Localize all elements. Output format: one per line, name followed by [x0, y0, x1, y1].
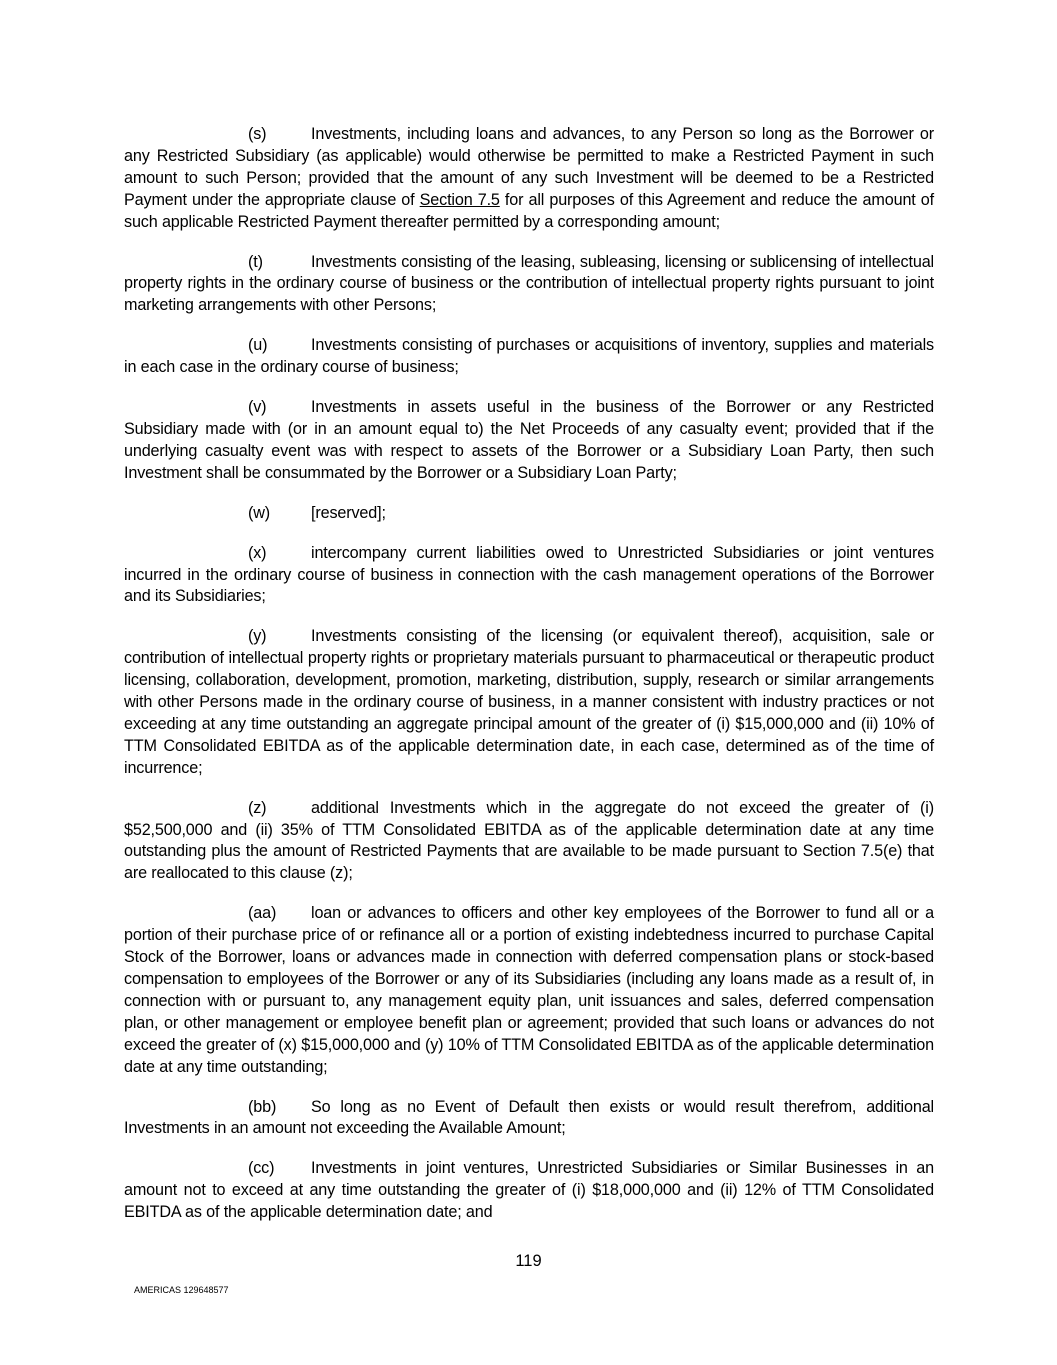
clause-text: Investments consisting of purchases or acquisitions of inventory, supplies and materials in each case in the ordinary course of business; — [124, 336, 934, 377]
clause-label: (t) — [248, 252, 263, 271]
clause-label: (s) — [248, 125, 267, 143]
clause-text: [reserved]; — [311, 503, 386, 522]
clause-text: Investments in assets useful in the business of the Borrower or any Restricted Subsidiary made with (or in an amount equal to) the Net Proceeds of any casualty event; provided that if the underlying casualty event was with respect to assets of the Borrower or a Subsidiary Loan Party, then such Investment shall be consummated by the Borrower or a Subsidiary Loan Party; — [124, 398, 934, 482]
clause-text: Investments consisting of the leasing, subleasing, licensing or sublicensing of intellectual property rights in the ordinary course of business or the contribution of intellectual property rights pursuant to joint marketing arrangements with other Persons; — [124, 252, 934, 315]
clause-label: (v) — [248, 398, 267, 417]
clause-text: Investments consisting of the licensing (or equivalent thereof), acquisition, sale or contribution of intellectual property rights or proprietary materials pursuant to pharmaceutical or therapeutic product licensing, collaboration, development, promotion, marketing, distribution, supply, research or similar arrangements with other Persons made in the ordinary course of business, in a manner consistent with industry practices or not exceeding at any time outstanding an aggregate principal amount of the greater of (i) $15,000,000 and (ii) 10% of TTM Consolidated EBITDA as of the applicable determination date, in each case, determined as of the time of incurrence; — [124, 627, 934, 777]
clause-text: for all purposes of this Agreement and reduce the amount of such applicable Restricted Payment thereafter permitted by a corresponding amount; — [124, 190, 934, 231]
clause-aa — [124, 903, 934, 1078]
clause-z — [124, 798, 934, 886]
clause-text: Investments in joint ventures, Unrestricted Subsidiaries or Similar Businesses in an amount not to exceed at any time outstanding the greater of (i) $18,000,000 and (ii) 12% of TTM Consolidated EBITDA as of the applicable determination date; and — [124, 1159, 934, 1222]
clause-label: (aa) — [248, 904, 277, 923]
clause-label: (y) — [248, 627, 267, 646]
clause-v — [124, 397, 934, 485]
clause-s — [124, 124, 934, 234]
document-body — [124, 124, 934, 1242]
clause-x — [124, 543, 934, 609]
document-id: AMERICAS 129648577 — [134, 1285, 229, 1295]
clause-label: (x) — [248, 543, 267, 562]
clause-text: So long as no Event of Default then exists or would result therefrom, additional Investments in an amount not exceeding the Available Amount; — [124, 1097, 934, 1138]
section-reference-link: Section 7.5 — [419, 190, 500, 209]
clause-t — [124, 252, 934, 318]
clause-y — [124, 626, 934, 779]
clause-label: (cc) — [248, 1159, 275, 1178]
clause-cc — [124, 1158, 934, 1224]
clause-bb — [124, 1097, 934, 1141]
clause-text: loan or advances to officers and other key employees of the Borrower to fund all or a portion of their purchase price of or refinance all or a portion of existing indebtedness incurred to purchase Capital Stock of the Borrower, loans or advances made in connection with deferred compensation plans or stock-based compensation to employees of the Borrower or any of its Subsidiaries (including any loans made as a result of, in connection with or pursuant to, any management equity plan, unit issuances and sales, deferred compensation plan, or other management or employee benefit plan or agreement; provided that such loans or advances do not exceed the greater of (x) $15,000,000 and (y) 10% of TTM Consolidated EBITDA as of the applicable determination date at any time outstanding; — [124, 904, 934, 1076]
clause-text: additional Investments which in the aggregate do not exceed the greater of (i) $52,500,000 and (ii) 35% of TTM Consolidated EBITDA as of the applicable determination date at any time outstanding plus the amount of Restricted Payments that are available to be made pursuant to Section 7.5(e) that are reallocated to this clause (z); — [124, 798, 934, 883]
clause-text: intercompany current liabilities owed to Unrestricted Subsidiaries or joint ventures incurred in the ordinary course of business in connection with the cash management operations of the Borrower and its Subsidiaries; — [124, 543, 934, 606]
clause-text: Investments, including loans and advances, to any Person so long as the Borrower or any Restricted Subsidiary (as applicable) would otherwise be permitted to make a Restricted Payment in such amount to such Person; provided that the amount of any such Investment will be deemed to be a Restricted Payment under the appropriate clause of — [124, 125, 934, 209]
page-number: 119 — [515, 1252, 542, 1270]
clause-w — [124, 503, 934, 525]
clause-label: (z) — [248, 798, 267, 817]
clause-u — [124, 335, 934, 379]
clause-label: (u) — [248, 336, 268, 355]
clause-label: (bb) — [248, 1097, 277, 1116]
clause-label: (w) — [248, 503, 271, 522]
